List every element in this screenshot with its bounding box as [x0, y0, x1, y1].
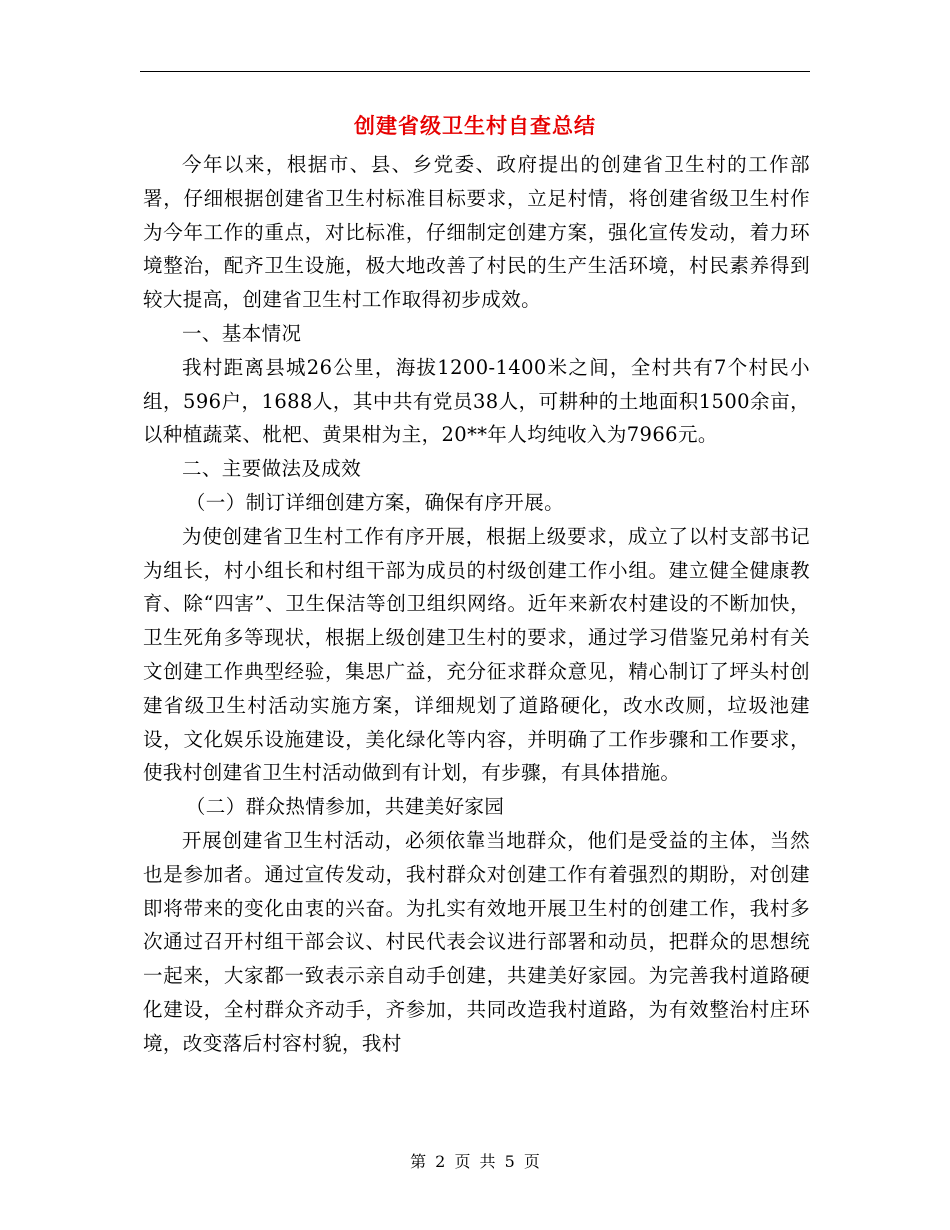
paragraph-participation: 开展创建省卫生村活动，必须依靠当地群众，他们是受益的主体，当然也是参加者。通过宣传发动，我村群众对创建工作有着强烈的期盼，对创建即将带来的变化由衷的兴奋。为扎实有效地开展卫生村的创建工作，我村多次通过召开村组干部会议、村民代表会议进行部署和动员，把群众的思想统一起来，大家都一致表示亲自动手创建，共建美好家园。为完善我村道路硬化建设，全村群众齐动手，齐参加，共同改造我村道路，为有效整治村庄环境，改变落后村容村貌，我村	[143, 828, 810, 1055]
document-body	[143, 148, 810, 1061]
header-rule	[140, 71, 810, 72]
paragraph-plan: 为使创建省卫生村工作有序开展，根据上级要求，成立了以村支部书记为组长，村小组长和村组干部为成员的村级创建工作小组。建立健全健康教育、除“四害”、卫生保洁等创卫组织网络。近年来新农村建设的不断加快，卫生死角多等现状，根据上级创建卫生村的要求，通过学习借鉴兄弟村有关文创建工作典型经验，集思广益，充分征求群众意见，精心制订了坪头村创建省级卫生村活动实施方案，详细规划了道路硬化，改水改厕，垃圾池建设，文化娱乐设施建设，美化绿化等内容，并明确了工作步骤和工作要求，使我村创建省卫生村活动做到有计划，有步骤，有具体措施。	[143, 524, 810, 785]
document-title: 创建省级卫生村自查总结	[354, 114, 596, 138]
paragraph-intro: 今年以来，根据市、县、乡党委、政府提出的创建省卫生村的工作部署，仔细根据创建省卫生村标准目标要求，立足村情，将创建省级卫生村作为今年工作的重点，对比标准，仔细制定创建方案，强化宣传发动，着力环境整治，配齐卫生设施，极大地改善了村民的生产生活环境，村民素养得到较大提高，创建省卫生村工作取得初步成效。	[143, 153, 810, 312]
subsection-heading-plan: （一）制订详细创建方案，确保有序开展。	[185, 490, 564, 514]
section-heading-main-practices: 二、主要做法及成效	[182, 457, 362, 481]
section-heading-basic-info: 一、基本情况	[182, 321, 302, 345]
subsection-heading-participation: （二）群众热情参加，共建美好家园	[185, 795, 505, 819]
paragraph-basic-info: 我村距离县城26公里，海拔1200-1400米之间，全村共有7个村民小组，596户，1688人，其中共有党员38人，可耕种的土地面积1500余亩，以种植蔬菜、枇杷、黄果柑为主，20**年人均纯收入为7966元。	[143, 355, 810, 447]
page-number-footer: 第 2 页 共 5 页	[410, 1152, 540, 1171]
